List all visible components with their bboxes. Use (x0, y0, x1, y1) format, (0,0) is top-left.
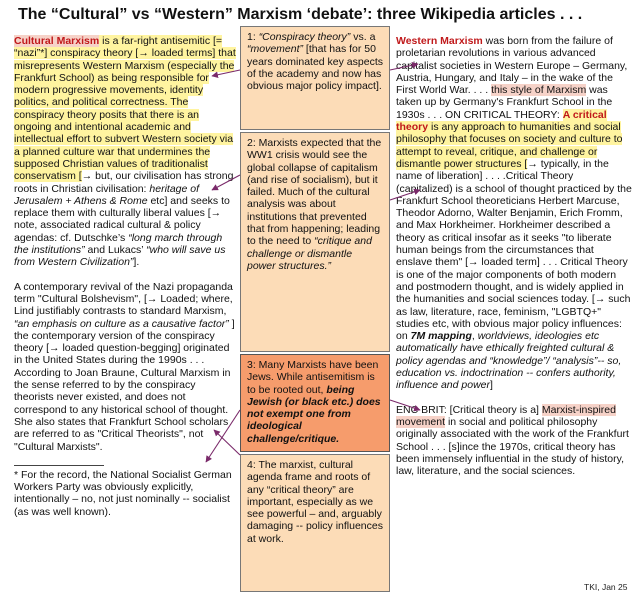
text: A contemporary revival of the Nazi propaganda term "Cultural Bolshevism", [ (14, 280, 233, 305)
text: but, our civilisation has strong roots in Christian civilisation: (14, 170, 234, 195)
text: [that has for 50 years dominated key aspects of the academy and now has obvious major policy impact]. (247, 43, 383, 93)
cultural-bolshevism-paragraph (14, 281, 236, 453)
quote: “movement” (247, 43, 304, 56)
text: ] the contemporary version of the conspiracy theory [ (14, 317, 235, 355)
arrow-icon: → (49, 342, 60, 355)
highlight: this style of Marxism (491, 84, 587, 97)
highlight: Marxist-inspired movement (396, 403, 616, 428)
text: etc] and seeks to replace them with culturally liberal values [ (14, 194, 230, 220)
enc-brit-paragraph (396, 404, 632, 478)
text: , (471, 330, 478, 343)
arrow-icon: → (81, 170, 93, 183)
text: 3: Many Marxists have been Jews. While antisemitism is to be rooted out, (247, 359, 379, 396)
footnote-divider (14, 465, 104, 466)
left-column (14, 35, 236, 518)
emphasis: 7M mapping (410, 330, 472, 343)
note-box-1 (240, 26, 390, 130)
text: loaded terms] that misrepresents Western Marxism (especially the Frankfurt School) as being responsible for modern progressive movements, identity politics, and political correctness. The conspiracy theory posits that there is an ongoing and intentional academic and intellectual effort to subvert Western society via a planned culture war that undermines the supposed Christian values of traditionalist conservatism [ (14, 47, 236, 183)
quote: “Conspiracy theory” (258, 31, 351, 43)
text: ]. (133, 256, 140, 269)
critical-theory-term: A critical theory (396, 108, 607, 134)
arrow-icon: → (138, 47, 149, 60)
text: is any approach to humanities and social philosophy that focuses on society and culture to attempt to reveal, critique, and challenge or dismantle power structures [ (396, 121, 623, 170)
emphasis: being Jewish (or black etc.) does not exempt one from ideological challenge/critique. (247, 383, 381, 445)
western-marxism-term: Western Marxism (396, 35, 483, 47)
credit-label: TKI, Jan 25 (584, 582, 628, 592)
arrow-icon: → (146, 292, 158, 305)
text: in social and political philosophy originally associated with the work of the Frankfurt School . . . [s]ince the 1970s, critical theory has been immensely influential in the study of history, law, literature, and the social sciences. (396, 415, 629, 478)
note-box-2 (240, 132, 390, 352)
quote: “critique and challenge or dismantle power structures.” (247, 235, 372, 272)
text: was taken up by Germany's Frankfurt School in the 1930s . . . ON CRITICAL THEORY: (396, 84, 613, 121)
arrow-icon: → (210, 207, 222, 220)
text: 4: The marxist, cultural agenda frame and roots of any “critical theory” are important, especially as we see powerful – and, arguably damaging -- policy influences at work. (247, 459, 383, 545)
text: Loaded; where, Lind justifiably contrasts to standard Marxism, (14, 292, 233, 318)
quote: “an emphasis on culture as a causative factor” (14, 317, 229, 330)
text: typically, in the name of liberation] . . . .Critical Theory (capitalized) is a school of thought practiced by the Frankfurt School theoreticians Herbert Marcuse, Theodor Adorno, Walter Benjamin, Erich Fromm, and Max Horkheimer. Horkheimer described a theory as critical insofar as it seeks "to liberate human beings from the circumstances that enslave them" [ (396, 157, 632, 269)
text: heritage of Jerusalem + Athens & Rome (14, 182, 200, 207)
arrow-icon: → (594, 293, 606, 306)
text: 1: (247, 31, 259, 43)
footnote: * For the record, the National Socialist German Workers Party was obviously explicitly, intentionally – no, not just nominally -- socialist (as was well known). (14, 468, 232, 518)
note-box-4 (240, 454, 390, 592)
text: vs. a (350, 31, 376, 43)
quote: “long march through the institutions” (14, 231, 223, 257)
emphasis: worldviews, ideologies etc automatically have ethically freighted cultural & policy agendas and “knowledge”/ “analysis”-- so, education vs. indoctrination -- confers authority, influence and power (396, 330, 622, 392)
text: is a far-right antisemitic [= “nazi”*] conspiracy theory [ (14, 35, 223, 60)
text: loaded question-begging] originated in the United States during the 1990s . . . According to Joan Braune, Cultural Marxism in the sense referred to by the conspiracy theorists never existed, and does not correspond to any historical school of thought. She also states that Frankfurt School scholars are referred to as "Critical Theorists", not "Cultural Marxists". (14, 342, 231, 453)
arrow-icon: → (527, 157, 538, 170)
text: note, associated radical cultural & policy agendas: cf. Dutschke’s (14, 219, 201, 244)
commentary-column (240, 22, 390, 570)
text: was born from the failure of proletarian revolutions in various advanced capitalist societies in Western Europe – Germany, Austria, Hungary, and Italy – in the wake of the First World War. . . . (396, 35, 628, 97)
text: ENC BRIT: [Critical theory is a] (396, 403, 542, 416)
text: 2: Marxists expected that the WW1 crisis would see the global collapse of capitalism (and rise of socialism), but it failed. Much of the cultural analysis was about institutions that prevented that from happening; leading to the need to (247, 137, 382, 248)
text: and Lukacs’ (84, 244, 147, 257)
text: loaded term] . . . Critical Theory is one of the major components of both modern and postmodern thought, and is widely applied in the humanities and social sciences today. [ (396, 256, 628, 306)
text: such as law, literature, race, feminism, "LGBTQ+" studies etc, with obvious major policy influences: on (396, 293, 631, 343)
western-marxism-paragraph (396, 35, 632, 392)
note-box-3 (240, 354, 390, 452)
cultural-marxism-paragraph (14, 35, 236, 269)
quote: “who will save us from Western Civilization” (14, 244, 226, 269)
cultural-marxism-term: Cultural Marxism (14, 35, 100, 47)
page-title: The “Cultural” vs “Western” Marxism ‘debate’: three Wikipedia articles . . . (18, 6, 583, 23)
text: ] (489, 379, 493, 392)
right-column (396, 35, 632, 489)
arrow-icon: → (468, 256, 479, 269)
